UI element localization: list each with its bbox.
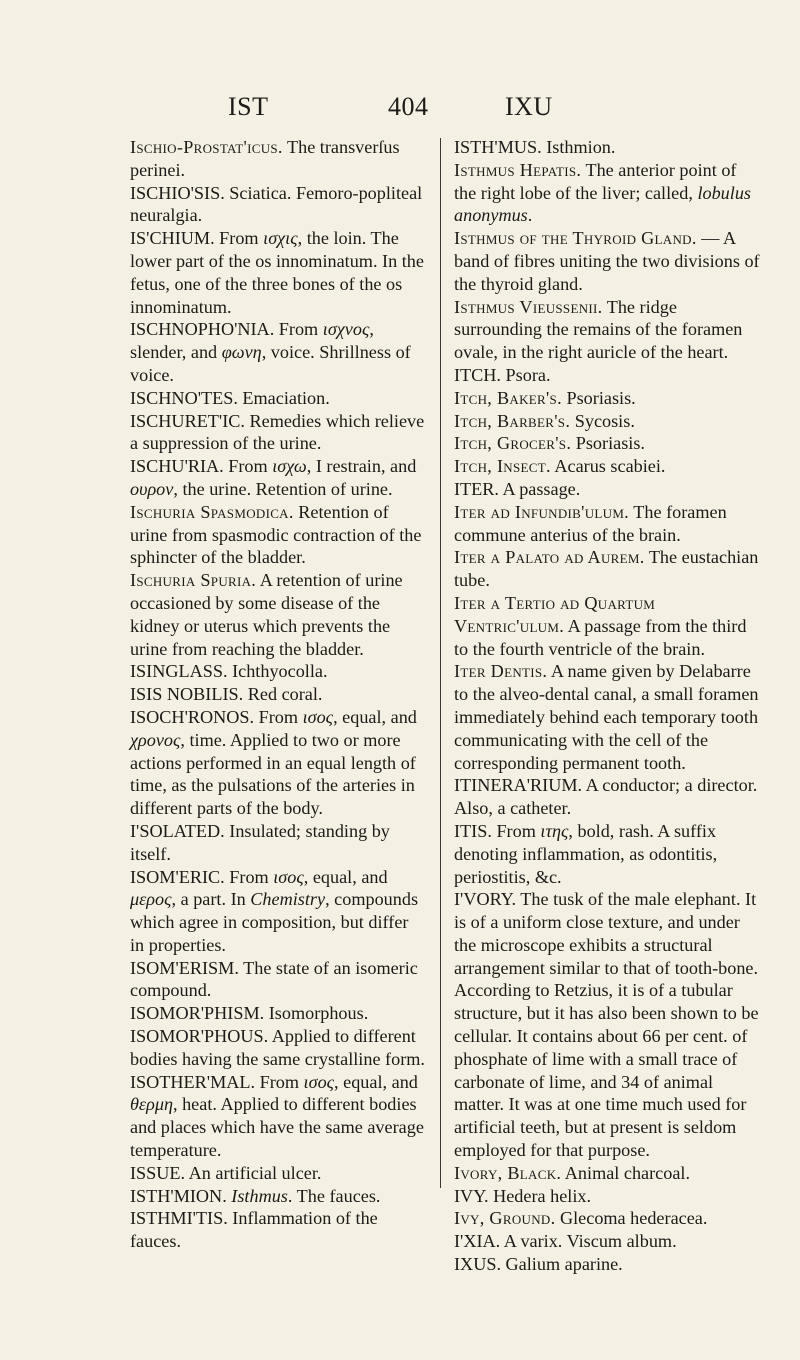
- dictionary-entry: [454, 820, 760, 888]
- dictionary-entry: [454, 546, 760, 592]
- entry-definition-part: , equal, and: [303, 866, 388, 887]
- dictionary-entry: [130, 227, 426, 318]
- entry-term: IVY.: [454, 1185, 489, 1206]
- entry-definition-part: ισος: [303, 1071, 335, 1092]
- dictionary-entry: [130, 501, 426, 569]
- entry-term: Isthmus Hepatis.: [454, 159, 582, 180]
- entry-definition-part: . The fauces.: [287, 1185, 381, 1206]
- dictionary-entry: [130, 820, 426, 866]
- entry-definition-part: , the urine. Retention of urine.: [173, 478, 393, 499]
- entry-definition: Emaciation.: [242, 387, 330, 408]
- dictionary-entry: [130, 706, 426, 820]
- entry-term: Ischio-Prostat'icus.: [130, 137, 283, 157]
- running-header: [0, 92, 800, 128]
- dictionary-entry: [130, 1162, 426, 1185]
- dictionary-entry: [130, 318, 426, 386]
- entry-definition-part: φωνη: [221, 342, 262, 363]
- dictionary-entry: [130, 1071, 426, 1162]
- entry-definition-part: , heat. Applied to different bodies and places which have the same average temperature.: [130, 1094, 424, 1161]
- entry-definition: An artificial ulcer.: [188, 1162, 322, 1183]
- entry-definition-part: , a part. In: [171, 889, 251, 910]
- entry-term: I'SOLATED.: [130, 820, 225, 841]
- entry-term: ISTH'MION.: [130, 1185, 227, 1206]
- dictionary-entry: [130, 569, 426, 660]
- entry-term: Itch, Grocer's.: [454, 433, 572, 454]
- entry-term: IXUS.: [454, 1254, 501, 1275]
- entry-definition-part: ουρον: [130, 478, 174, 499]
- entry-term: Iter a Tertio ad Quartum Ventric'ulum.: [454, 592, 656, 636]
- entry-definition-part: .: [527, 205, 533, 226]
- entry-definition-part: , voice. Shrillness of voice.: [130, 342, 411, 385]
- dictionary-entry: [130, 957, 426, 1003]
- entry-definition: The tusk of the male elephant. It is of a uniform close texture, and under the microscope exhibits a structural arrangement similar to that of tooth-bone. According to Retzius, it is of a tubular structure, but it has also been shown to be cellular. It contains about 66 per cent. of phosphate of lime with a small trace of carbonate of lime, and 34 of animal matter. It was at one time much used for artificial teeth, but at present is seldom employed for that purpose.: [454, 889, 759, 1161]
- entry-definition-part: ισχνος: [322, 319, 370, 340]
- entry-definition-part: Chemistry: [250, 889, 326, 910]
- header-last-word: IXU: [505, 92, 553, 121]
- dictionary-entry: [454, 296, 760, 364]
- dictionary-entry: [454, 660, 760, 774]
- dictionary-entry: [454, 455, 760, 478]
- entry-term: Iter ad Infundib'ulum.: [454, 501, 630, 522]
- entry-term: Ischuria Spuria.: [130, 570, 257, 591]
- entry-definition: Sycosis.: [574, 410, 635, 431]
- entry-term: ISTH'MUS.: [454, 137, 542, 157]
- dictionary-entry: [130, 182, 426, 228]
- dictionary-entry: [130, 683, 426, 706]
- entry-definition: A conductor; a director. Also, a catheter.: [454, 775, 758, 819]
- entry-term: ISINGLASS.: [130, 661, 228, 682]
- dictionary-entry: [454, 1253, 760, 1276]
- entry-term: ISCHNOPHO'NIA.: [130, 319, 275, 340]
- entry-definition: Hedera helix.: [493, 1185, 592, 1206]
- entry-definition-part: From: [496, 820, 541, 841]
- dictionary-entry: [130, 866, 426, 957]
- dictionary-entry: [130, 455, 426, 501]
- entry-term: ISOM'ERISM.: [130, 957, 239, 978]
- right-column: [454, 136, 760, 1276]
- entry-term: Itch, Barber's.: [454, 410, 571, 431]
- entry-definition: A passage from the third to the fourth ventricle of the brain.: [454, 615, 747, 659]
- entry-term: ISSUE.: [130, 1162, 186, 1183]
- dictionary-entry: [454, 227, 760, 295]
- dictionary-entry: [130, 387, 426, 410]
- entry-definition: A retention of urine occasioned by some disease of the kidney or uterus which prevents the urine from reaching the bladder.: [130, 570, 403, 659]
- entry-term: Isthmus of the Thyroid Gland.: [454, 228, 697, 249]
- entry-definition-part: , equal, and: [333, 706, 417, 727]
- dictionary-entry: [130, 410, 426, 456]
- entry-definition: Sciatica. Femoro-popliteal neuralgia.: [130, 182, 423, 226]
- dictionary-entry: [130, 1207, 426, 1253]
- entry-term: I'XIA.: [454, 1231, 501, 1252]
- entry-definition: Ichthyocolla.: [232, 661, 328, 682]
- dictionary-entry: [454, 387, 760, 410]
- entry-definition-part: ισος: [273, 866, 304, 887]
- entry-definition: Isthmion.: [546, 137, 616, 157]
- dictionary-entry: [454, 364, 760, 387]
- entry-definition-part: From: [228, 456, 273, 477]
- entry-definition-part: , slender, and: [130, 319, 374, 363]
- dictionary-entry: [454, 432, 760, 455]
- entry-term: Iter Dentis.: [454, 661, 548, 682]
- entry-definition-part: From: [258, 706, 303, 727]
- entry-term: ISOMOR'PHISM.: [130, 1003, 265, 1024]
- dictionary-entry: [454, 592, 760, 660]
- entry-definition-part: ισχω: [272, 456, 307, 477]
- entry-definition: Inflammation of the fauces.: [130, 1208, 378, 1252]
- dictionary-entry: [454, 1185, 760, 1208]
- entry-definition-part: , I restrain, and: [306, 456, 417, 477]
- entry-term: ITIS.: [454, 820, 492, 841]
- entry-definition-part: The anterior point of the right lobe of the liver; called,: [454, 159, 737, 203]
- dictionary-entry: [454, 1207, 760, 1230]
- entry-term: ISOTHER'MAL.: [130, 1071, 256, 1092]
- entry-definition-part: ισχις: [263, 228, 298, 249]
- dictionary-entry: [454, 136, 760, 159]
- dictionary-entry: [454, 410, 760, 433]
- dictionary-entry: [454, 1230, 760, 1253]
- entry-term: Itch, Insect.: [454, 456, 551, 477]
- entry-definition-part: θερμη: [130, 1094, 173, 1115]
- entry-term: ISOM'ERIC.: [130, 866, 225, 887]
- entry-definition: Applied to different bodies having the same crystalline form.: [130, 1026, 425, 1069]
- entry-definition-part: From: [219, 228, 264, 249]
- entry-definition: Glecoma hederacea.: [559, 1208, 708, 1229]
- entry-definition: Psora.: [505, 364, 551, 385]
- entry-definition-part: From: [259, 1071, 304, 1092]
- entry-definition: Remedies which relieve a suppression of the urine.: [130, 410, 425, 454]
- entry-definition-part: From: [278, 319, 323, 340]
- dictionary-entry: [130, 1025, 426, 1071]
- entry-definition-part: From: [229, 866, 274, 887]
- entry-definition: The eustachian tube.: [454, 547, 759, 591]
- entry-definition: The ridge surrounding the remains of the foramen ovale, in the right auricle of the heart.: [454, 296, 743, 363]
- left-column: [130, 136, 426, 1253]
- entry-term: Iter a Palato ad Aurem.: [454, 547, 645, 568]
- entry-term: Ivy, Ground.: [454, 1208, 556, 1229]
- entry-term: ISOMOR'PHOUS.: [130, 1026, 269, 1047]
- entry-term: ISOCH'RONOS.: [130, 706, 255, 727]
- dictionary-entry: [130, 1185, 426, 1208]
- entry-definition: A passage.: [502, 478, 581, 499]
- entry-term: Isthmus Vieussenii.: [454, 296, 603, 317]
- entry-term: Ivory, Black.: [454, 1162, 562, 1183]
- column-divider: [440, 138, 441, 1188]
- entry-term: ITINERA'RIUM.: [454, 775, 583, 796]
- entry-definition-part: ιτης: [540, 820, 569, 841]
- entry-definition-part: μερος: [130, 889, 172, 910]
- dictionary-entry: [454, 478, 760, 501]
- entry-term: ISTHMI'TIS.: [130, 1208, 228, 1229]
- entry-term: I'VORY.: [454, 889, 517, 910]
- dictionary-entry: [454, 501, 760, 547]
- entry-definition: Acarus scabiei.: [554, 456, 666, 477]
- entry-definition: — A band of fibres uniting the two divisions of the thyroid gland.: [454, 228, 760, 294]
- entry-term: ISIS NOBILIS.: [130, 684, 244, 705]
- header-first-word: IST: [228, 92, 269, 121]
- entry-definition: Red coral.: [247, 684, 323, 705]
- dictionary-entry: [130, 1002, 426, 1025]
- entry-term: Itch, Baker's.: [454, 387, 562, 408]
- entry-term: ITER.: [454, 478, 499, 499]
- page-number: 404: [388, 92, 429, 121]
- entry-definition: A varix. Viscum album.: [503, 1231, 677, 1252]
- entry-definition: Galium aparine.: [505, 1254, 623, 1275]
- entry-definition-part: lobulus anonymus: [454, 182, 751, 226]
- entry-term: IS'CHIUM.: [130, 228, 215, 249]
- entry-definition-part: ισος: [302, 706, 334, 727]
- entry-definition-part: , the loin. The lower part of the os innominatum. In the fetus, one of the three bones of the os innominatum.: [130, 228, 424, 317]
- dictionary-entry: [454, 159, 760, 227]
- entry-term: ISCHIO'SIS.: [130, 182, 225, 203]
- entry-definition-part: , equal, and: [334, 1071, 418, 1092]
- entry-term: ISCHU'RIA.: [130, 456, 224, 477]
- entry-definition: Isomorphous.: [268, 1003, 369, 1024]
- entry-definition-part: Isthmus: [231, 1185, 288, 1206]
- entry-definition: The transverſus perinei.: [130, 137, 400, 180]
- dictionary-entry: [130, 660, 426, 683]
- dictionary-entry: [454, 888, 760, 1162]
- entry-term: ISCHNO'TES.: [130, 387, 238, 408]
- dictionary-entry: [130, 136, 426, 182]
- entry-definition: Psoriasis.: [566, 387, 636, 408]
- entry-definition-part: , time. Applied to two or more actions performed in an equal length of time, as the pulsations of the arteries in different parts of the body.: [130, 729, 416, 819]
- entry-definition: Psoriasis.: [575, 433, 645, 454]
- entry-term: ITCH.: [454, 364, 501, 385]
- entry-definition: Retention of urine from spasmodic contraction of the sphincter of the bladder.: [130, 501, 422, 568]
- entry-term: Ischuria Spasmodica.: [130, 501, 294, 522]
- entry-definition: The foramen commune anterius of the brain.: [454, 501, 727, 545]
- entry-definition: A name given by Delabarre to the alveo-dental canal, a small foramen immediately behind each temporary tooth communicating with the cell of the corresponding permanent tooth.: [454, 661, 759, 773]
- entry-definition: Insulated; standing by itself.: [130, 820, 390, 864]
- entry-definition-part: , bold, rash. A suffix denoting inflammation, as odontitis, periostitis, &c.: [454, 820, 718, 887]
- entry-definition: Animal charcoal.: [564, 1162, 691, 1183]
- entry-definition: The state of an isomeric compound.: [130, 957, 418, 1001]
- dictionary-entry: [454, 1162, 760, 1185]
- entry-definition-part: , compounds which agree in composition, but differ in properties.: [130, 889, 419, 955]
- entry-definition-part: χρονος: [130, 729, 181, 750]
- dictionary-entry: [454, 774, 760, 820]
- entry-term: ISCHURET'IC.: [130, 410, 245, 431]
